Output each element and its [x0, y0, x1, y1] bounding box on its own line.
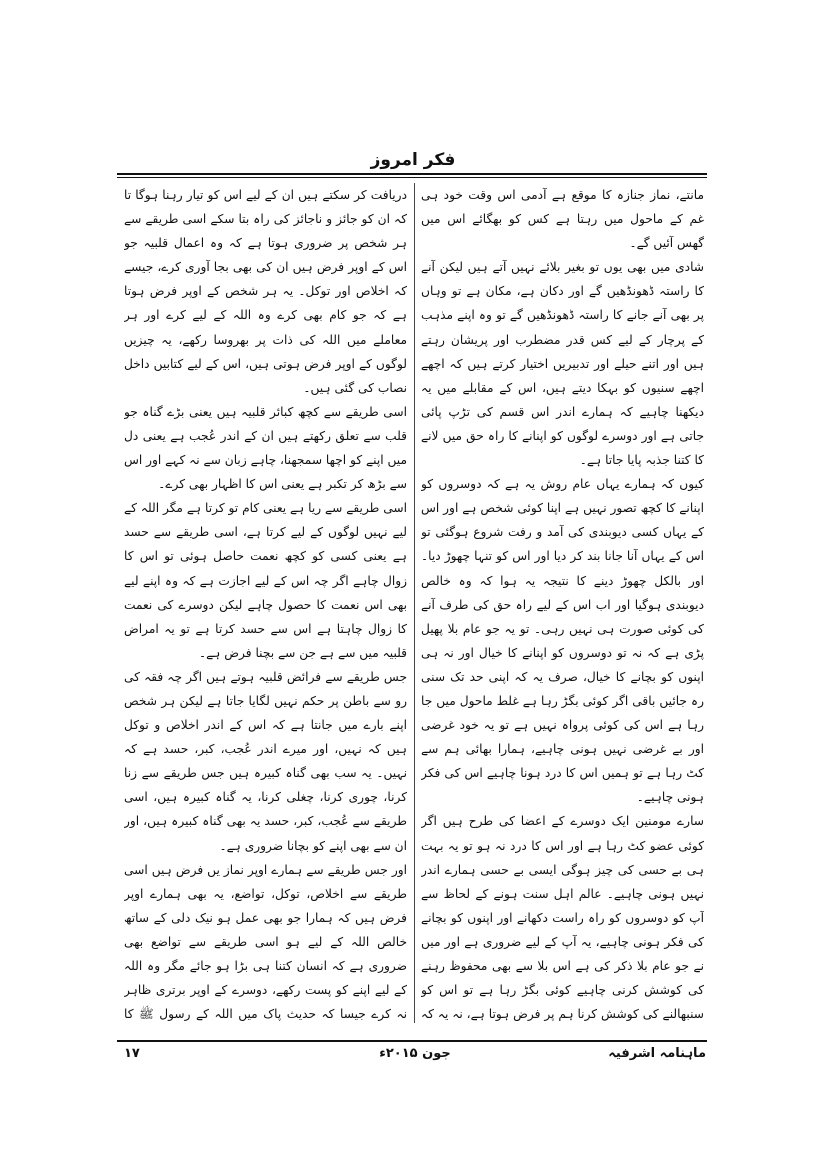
right-column [421, 183, 704, 1023]
paragraph: جس طریقے سے فرائض قلبیہ ہوتے ہیں اگر چہ فقہ کی رو سے باطن پر حکم نہیں لگایا جاتا ہے لیکن ہر شخص اپنے بارے میں جانتا ہے کہ اس کے اندر اخلاص و توکل ہیں کہ نہیں، اور میرے اندر عُجب، کبر، حسد ہے کہ نہیں۔ یہ سب بھی گناہ کبیرہ ہیں جس طریقے سے زنا کرنا، چوری کرنا، چغلی کرنا، یہ گناہ کبیرہ ہیں، اسی طریقے سے عُجب، کبر، حسد یہ بھی گناہ کبیرہ ہیں، اور ان سے بھی اپنے کو بچانا ضروری ہے۔ [124, 669, 407, 853]
paragraph: اور جس طریقے سے ہمارے اوپر نماز یں فرض ہیں اسی طریقے سے اخلاص، توکل، تواضع، یہ بھی ہمارے اوپر فرض ہیں کہ ہمارا جو بھی عمل ہو نیک دلی کے ساتھ خالص اللہ کے لیے ہو اسی طریقے سے تواضع بھی ضروری ہے کہ انسان کتنا ہی بڑا ہو جائے مگر وہ اللہ کے لیے اپنے کو پست رکھے، دوسرے کے اوپر برتری ظاہر نہ کرے جیسا کہ حدیث پاک میں اللہ کے رسول ﷺ کا [124, 862, 407, 1022]
paragraph: مانتے، نماز جنازہ کا موقع ہے آدمی اس وقت خود ہی غم کے ماحول میں رہتا ہے کس کو بھگائے اس میں گھس آئیں گے۔ [421, 188, 704, 251]
paragraph: سارے مومنین ایک دوسرے کے اعضا کی طرح ہیں اگر کوئی عضو کٹ رہا ہے اور اس کا درد نہ ہو تو یہ بہت ہی بے حسی کی چیز ہوگی ایسی بے حسی ہمارے اندر نہیں ہونی چاہیے۔ عالم اہل سنت ہونے کے لحاظ سے آپ کو دوسروں کو راہ راست دکھانے اور اپنوں کو بچانے کی فکر ہونی چاہیے، یہ آپ کے لیے ضروری ہے اور میں نے جو عام بلا ذکر کی ہے اس بلا سے بھی محفوظ رہنے کی کوشش کرنی چاہیے کوئی بگڑ رہا ہے تو اس کو سنبھالنے کی کوشش کرنا ہم پر فرض ہوتا ہے، نہ یہ کہ [421, 814, 704, 1022]
paragraph: اسی طریقے سے کچھ کبائر قلبیہ ہیں یعنی بڑے گناہ جو قلب سے تعلق رکھتے ہیں ان کے اندر عُجب ہے یعنی دل میں اپنے کو اچھا سمجھنا، چاہے زبان سے نہ کہے اور اس سے بڑھ کر تکبر ہے یعنی اس کا اظہار بھی کرے۔ [124, 404, 407, 492]
paragraph: دریافت کر سکتے ہیں ان کے لیے اس کو تیار رہنا ہوگا تا کہ ان کو جائز و ناجائز کی راہ بتا سکے اسی طریقے سے ہر شخص پر ضروری ہوتا ہے کہ وہ اعمال قلبیہ جو اس کے اوپر فرض ہیں ان کی بھی بجا آوری کرے، جیسے کہ اخلاص اور توکل۔ یہ ہر شخص کے اوپر فرض ہوتا ہے کہ جو کام بھی کرے وہ اللہ کے لیے کرے اور ہر معاملے میں اللہ کی ذات پر بھروسا رکھے، یہ چیزیں لوگوں کے اوپر فرض ہوتی ہیں، اس کے لیے کتابیں داخل نصاب کی گئی ہیں۔ [124, 188, 407, 395]
header-rule-thin [117, 177, 707, 178]
paragraph: شادی میں بھی یوں تو بغیر بلائے نہیں آتے ہیں لیکن آنے کا راستہ ڈھونڈھیں گے اور دکان ہے، مکان ہے تو وہاں پر بھی آنے جانے کا راستہ ڈھونڈھیں گے تو وہ اپنے مذہب کے پرچار کے لیے کس قدر مضطرب اور پریشان رہتے ہیں اور اتنے حیلے اور تدبیریں اختیار کرتے ہیں کہ اچھے اچھے سنیوں کو بہکا دیتے ہیں، اس کے مقابلے میں یہ دیکھنا چاہیے کہ ہمارے اندر اس قسم کی تڑپ پائی جاتی ہے اور دوسرے لوگوں کو اپنانے کا راہ حق میں لانے کا کتنا جذبہ پایا جاتا ہے۔ [421, 260, 704, 468]
column-divider [414, 183, 415, 1023]
paragraph: اسی طریقے سے ریا ہے یعنی کام تو کرتا ہے مگر اللہ کے لیے نہیں لوگوں کے لیے کرتا ہے، اسی طریقے سے حسد ہے یعنی کسی کو کچھ نعمت حاصل ہوئی تو اس کا زوال چاہے اگر چہ اس کے لیے اجازت ہے کہ وہ اپنے لیے بھی اس نعمت کا حصول چاہے لیکن دوسرے کی نعمت کا زوال چاہتا ہے اس سے حسد کرتا ہے تو یہ امراض قلبیہ میں سے ہے جن سے بچنا فرض ہے۔ [124, 501, 407, 660]
left-column [124, 183, 407, 1023]
footer-magazine-name: ماہنامہ اشرفیہ [608, 1046, 706, 1061]
footer-page-number: ۱۷ [124, 1046, 140, 1061]
footer-issue-date: جون ۲۰۱۵ء [379, 1046, 451, 1061]
page-header-title: فکر امروز [370, 150, 456, 170]
paragraph: کیوں کہ ہمارے یہاں عام روش یہ ہے کہ دوسروں کو اپنانے کا کچھ تصور نہیں ہے اپنا کوئی شخص ہے اور اس کے یہاں کسی دیوبندی کی آمد و رفت شروع ہوگئی تو اس کے یہاں آنا جانا بند کر دیا اور اس کو تنہا چھوڑ دیا۔ اور بالکل چھوڑ دینے کا نتیجہ یہ ہوا کہ وہ خالص دیوبندی ہوگیا اور اب اس کے لیے راہ حق کی طرف آنے کی کوئی صورت ہی نہیں رہی۔ تو یہ جو عام بلا پھیل پڑی ہے کہ نہ تو دوسروں کو اپنانے کا خیال اور نہ ہی اپنوں کو بچانے کا خیال، صرف یہ کہ اپنی حد تک سنی رہ جائیں باقی اگر کوئی بگڑ رہا ہے غلط ماحول میں جا رہا ہے اس کی کوئی پرواہ نہیں ہے تو یہ خود غرضی اور بے غرضی نہیں ہونی چاہیے، ہمارا بھائی ہم سے کٹ رہا ہے تو ہمیں اس کا درد ہونا چاہیے اس کی فکر ہونی چاہیے۔ [421, 477, 704, 805]
footer-rule [117, 1040, 707, 1042]
header-rule [117, 173, 707, 175]
